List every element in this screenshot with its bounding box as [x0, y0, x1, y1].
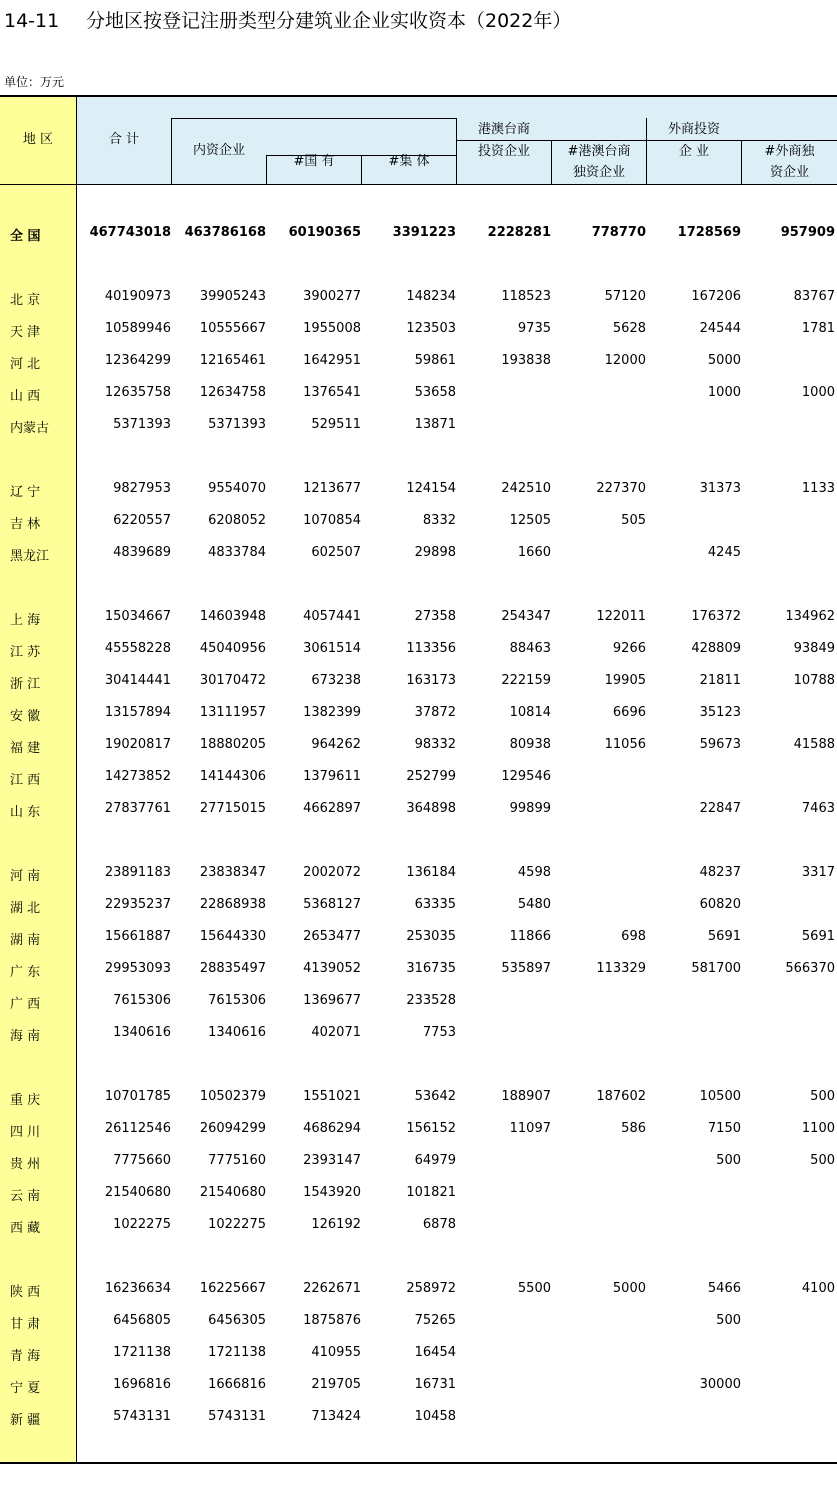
table-row: [0, 1310, 837, 1332]
cell-total: 467743018: [89, 225, 171, 240]
cell-foreign: 21811: [699, 673, 741, 688]
cell-state: 1379611: [303, 769, 361, 784]
cell-domestic: 15644330: [199, 929, 266, 944]
region-name: 湖 北: [10, 901, 41, 916]
cell-foreign: 1728569: [677, 225, 741, 240]
cell-foreign-sole: 83767: [793, 289, 835, 304]
cell-foreign: 500: [716, 1153, 741, 1168]
region-name: 湖 南: [10, 933, 41, 948]
cell-state: 4139052: [303, 961, 361, 976]
table-row: [0, 542, 837, 564]
cell-collective: 148234: [406, 289, 456, 304]
cell-total: 12635758: [104, 385, 171, 400]
region-name: 青 海: [10, 1349, 41, 1364]
cell-total: 45558228: [104, 641, 171, 656]
cell-hmt-sole: 5000: [612, 1281, 646, 1296]
cell-total: 13157894: [104, 705, 171, 720]
region-name: 浙 江: [10, 677, 41, 692]
cell-state: 1955008: [303, 321, 361, 336]
cell-collective: 101821: [406, 1185, 456, 1200]
region-name: 宁 夏: [10, 1381, 41, 1396]
cell-foreign: 30000: [699, 1377, 741, 1392]
cell-foreign: 428809: [691, 641, 741, 656]
header-foreign-line2: 企 业: [678, 144, 710, 159]
cell-foreign: 22847: [699, 801, 741, 816]
region-name: 广 东: [10, 965, 41, 980]
cell-hmt: 99899: [509, 801, 551, 816]
cell-hmt: 242510: [501, 481, 551, 496]
region-name: 内蒙古: [10, 421, 50, 436]
cell-hmt: 80938: [509, 737, 551, 752]
cell-collective: 13871: [414, 417, 456, 432]
cell-foreign-sole: 3317: [801, 865, 835, 880]
cell-foreign: 5000: [707, 353, 741, 368]
table-number: 14-11: [4, 10, 60, 32]
header-hmt-line1: 港澳台商: [477, 122, 530, 137]
cell-collective: 37872: [414, 705, 456, 720]
cell-total: 29953093: [104, 961, 171, 976]
cell-total: 16236634: [104, 1281, 171, 1296]
cell-foreign: 176372: [691, 609, 741, 624]
cell-foreign-sole: 4100: [801, 1281, 835, 1296]
cell-hmt: 1660: [517, 545, 551, 560]
table-row: [0, 1182, 837, 1204]
cell-foreign: 4245: [707, 545, 741, 560]
cell-foreign: 35123: [699, 705, 741, 720]
header-foreign-line1: 外商投资: [667, 122, 720, 137]
cell-collective: 10458: [414, 1409, 456, 1424]
cell-foreign-sole: 134962: [785, 609, 835, 624]
table-row: [0, 606, 837, 628]
cell-hmt: 4598: [517, 865, 551, 880]
table-row: [0, 1150, 837, 1172]
region-name: 山 西: [10, 389, 41, 404]
cell-state: 2653477: [303, 929, 361, 944]
cell-foreign-sole: 1000: [801, 385, 835, 400]
header-total: 合 计: [108, 132, 140, 147]
cell-domestic: 7615306: [208, 993, 266, 1008]
cell-total: 6456805: [113, 1313, 171, 1328]
cell-domestic: 12634758: [199, 385, 266, 400]
region-name: 江 苏: [10, 645, 41, 660]
cell-state: 673238: [311, 673, 361, 688]
cell-foreign: 5691: [707, 929, 741, 944]
cell-hmt-sole: 505: [621, 513, 646, 528]
unit-label: 单位：万元: [4, 75, 65, 89]
cell-domestic: 18880205: [199, 737, 266, 752]
cell-collective: 163173: [406, 673, 456, 688]
cell-total: 7615306: [113, 993, 171, 1008]
region-name: 全 国: [10, 229, 41, 244]
table-row: [0, 350, 837, 372]
region-name: 辽 宁: [10, 485, 41, 500]
table-row: [0, 1374, 837, 1396]
cell-state: 3900277: [303, 289, 361, 304]
cell-domestic: 1022275: [208, 1217, 266, 1232]
table-row: [0, 734, 837, 756]
cell-total: 30414441: [104, 673, 171, 688]
cell-domestic: 23838347: [199, 865, 266, 880]
cell-hmt: 11097: [509, 1121, 551, 1136]
cell-state: 2002072: [303, 865, 361, 880]
cell-total: 1696816: [113, 1377, 171, 1392]
cell-foreign-sole: 7463: [801, 801, 835, 816]
table-row: [0, 414, 837, 436]
cell-hmt: 12505: [509, 513, 551, 528]
cell-foreign-sole: 500: [810, 1089, 835, 1104]
cell-state: 1213677: [303, 481, 361, 496]
cell-state: 3061514: [303, 641, 361, 656]
cell-state: 1642951: [303, 353, 361, 368]
cell-total: 27837761: [104, 801, 171, 816]
cell-collective: 258972: [406, 1281, 456, 1296]
cell-hmt-sole: 187602: [596, 1089, 646, 1104]
cell-domestic: 1340616: [208, 1025, 266, 1040]
cell-total: 1022275: [113, 1217, 171, 1232]
cell-domestic: 1666816: [208, 1377, 266, 1392]
cell-hmt-sole: 227370: [596, 481, 646, 496]
table-row: [0, 1342, 837, 1364]
cell-foreign: 500: [716, 1313, 741, 1328]
header-foreign-sole-line1: #外商独: [764, 144, 815, 159]
table-row: [0, 1278, 837, 1300]
region-name: 上 海: [10, 613, 41, 628]
header-hmt-sole-line2: 独资企业: [572, 165, 625, 180]
cell-collective: 75265: [414, 1313, 456, 1328]
cell-collective: 64979: [414, 1153, 456, 1168]
cell-hmt-sole: 9266: [612, 641, 646, 656]
page-title: [4, 6, 571, 33]
cell-hmt-sole: 6696: [612, 705, 646, 720]
cell-foreign: 59673: [699, 737, 741, 752]
cell-domestic: 14144306: [199, 769, 266, 784]
cell-hmt: 11866: [509, 929, 551, 944]
region-name: 贵 州: [10, 1157, 41, 1172]
region-name: 安 徽: [10, 709, 41, 724]
cell-state: 1376541: [303, 385, 361, 400]
cell-foreign-sole: 1133: [801, 481, 835, 496]
cell-collective: 6878: [422, 1217, 456, 1232]
cell-state: 410955: [311, 1345, 361, 1360]
cell-state: 1382399: [303, 705, 361, 720]
cell-collective: 364898: [406, 801, 456, 816]
region-name: 北 京: [10, 293, 41, 308]
table-row: [0, 478, 837, 500]
cell-domestic: 14603948: [199, 609, 266, 624]
cell-collective: 59861: [414, 353, 456, 368]
cell-foreign: 31373: [699, 481, 741, 496]
cell-state: 1875876: [303, 1313, 361, 1328]
table-row: [0, 990, 837, 1012]
cell-domestic: 10555667: [199, 321, 266, 336]
cell-state: 60190365: [288, 225, 361, 240]
cell-state: 4057441: [303, 609, 361, 624]
cell-collective: 53642: [414, 1089, 456, 1104]
header-bottom-rule: [0, 184, 837, 185]
cell-domestic: 7775160: [208, 1153, 266, 1168]
cell-collective: 98332: [414, 737, 456, 752]
cell-hmt-sole: 122011: [596, 609, 646, 624]
cell-total: 19020817: [104, 737, 171, 752]
header-hmt-line2: 投资企业: [477, 144, 530, 159]
cell-total: 5743131: [113, 1409, 171, 1424]
region-name: 新 疆: [10, 1413, 41, 1428]
cell-hmt: 9735: [517, 321, 551, 336]
cell-state: 1543920: [303, 1185, 361, 1200]
cell-hmt: 2228281: [487, 225, 551, 240]
cell-collective: 316735: [406, 961, 456, 976]
cell-state: 4686294: [303, 1121, 361, 1136]
cell-state: 2262671: [303, 1281, 361, 1296]
cell-foreign: 167206: [691, 289, 741, 304]
cell-foreign-sole: 10788: [793, 673, 835, 688]
cell-collective: 63335: [414, 897, 456, 912]
cell-state: 964262: [311, 737, 361, 752]
region-name: 山 东: [10, 805, 41, 820]
cell-foreign-sole: 5691: [801, 929, 835, 944]
region-name: 重 庆: [10, 1093, 41, 1108]
cell-hmt: 118523: [501, 289, 551, 304]
header-state: #国 有: [293, 154, 335, 169]
cell-state: 219705: [311, 1377, 361, 1392]
table-row: [0, 670, 837, 692]
cell-state: 126192: [311, 1217, 361, 1232]
cell-domestic: 39905243: [199, 289, 266, 304]
cell-state: 1369677: [303, 993, 361, 1008]
cell-total: 15034667: [104, 609, 171, 624]
cell-domestic: 21540680: [199, 1185, 266, 1200]
cell-state: 602507: [311, 545, 361, 560]
table-row: [0, 862, 837, 884]
cell-hmt-sole: 11056: [604, 737, 646, 752]
cell-total: 14273852: [104, 769, 171, 784]
cell-total: 1721138: [113, 1345, 171, 1360]
cell-state: 402071: [311, 1025, 361, 1040]
cell-foreign: 581700: [691, 961, 741, 976]
cell-hmt: 10814: [509, 705, 551, 720]
cell-total: 10701785: [104, 1089, 171, 1104]
region-name: 四 川: [10, 1125, 41, 1140]
cell-domestic: 45040956: [199, 641, 266, 656]
cell-total: 26112546: [104, 1121, 171, 1136]
cell-domestic: 22868938: [199, 897, 266, 912]
cell-hmt-sole: 12000: [604, 353, 646, 368]
table-row: [0, 894, 837, 916]
cell-total: 4839689: [113, 545, 171, 560]
cell-foreign-sole: 93849: [793, 641, 835, 656]
table-row: [0, 318, 837, 340]
header-foreign-sole-line2: 资企业: [769, 165, 809, 180]
cell-foreign-sole: 500: [810, 1153, 835, 1168]
cell-domestic: 4833784: [208, 545, 266, 560]
table-title: 分地区按登记注册类型分建筑业企业实收资本（2022年）: [86, 10, 572, 32]
region-name: 黑龙江: [10, 549, 50, 564]
cell-foreign-sole: 566370: [785, 961, 835, 976]
cell-foreign: 5466: [707, 1281, 741, 1296]
region-name: 陕 西: [10, 1285, 41, 1300]
table-row: [0, 766, 837, 788]
cell-foreign-sole: 1100: [801, 1121, 835, 1136]
cell-hmt-sole: 57120: [604, 289, 646, 304]
cell-collective: 124154: [406, 481, 456, 496]
header-region: 地 区: [22, 132, 54, 147]
cell-domestic: 27715015: [199, 801, 266, 816]
cell-hmt: 5500: [517, 1281, 551, 1296]
region-name: 广 西: [10, 997, 41, 1012]
cell-total: 1340616: [113, 1025, 171, 1040]
cell-collective: 252799: [406, 769, 456, 784]
cell-domestic: 28835497: [199, 961, 266, 976]
table-row: [0, 638, 837, 660]
cell-total: 7775660: [113, 1153, 171, 1168]
cell-collective: 29898: [414, 545, 456, 560]
cell-collective: 233528: [406, 993, 456, 1008]
table-row: [0, 1214, 837, 1236]
cell-hmt: 5480: [517, 897, 551, 912]
cell-state: 1551021: [303, 1089, 361, 1104]
cell-total: 9827953: [113, 481, 171, 496]
cell-hmt-sole: 698: [621, 929, 646, 944]
table-row: [0, 1086, 837, 1108]
table-row: [0, 510, 837, 532]
cell-domestic: 13111957: [199, 705, 266, 720]
cell-collective: 16731: [414, 1377, 456, 1392]
cell-collective: 8332: [422, 513, 456, 528]
table-row-national: [0, 222, 837, 244]
cell-collective: 123503: [406, 321, 456, 336]
cell-hmt-sole: 778770: [591, 225, 646, 240]
cell-state: 529511: [311, 417, 361, 432]
region-name: 甘 肃: [10, 1317, 41, 1332]
top-rule: [0, 95, 837, 97]
header-hmt-sole-line1: #港澳台商: [567, 144, 631, 159]
cell-collective: 3391223: [392, 225, 456, 240]
table-row: [0, 1118, 837, 1140]
cell-total: 10589946: [104, 321, 171, 336]
cell-total: 40190973: [104, 289, 171, 304]
cell-collective: 16454: [414, 1345, 456, 1360]
region-name: 江 西: [10, 773, 41, 788]
cell-collective: 7753: [422, 1025, 456, 1040]
header-sub-rule-hmt: [457, 140, 837, 141]
cell-hmt-sole: 5628: [612, 321, 646, 336]
region-name: 西 藏: [10, 1221, 41, 1236]
cell-hmt: 222159: [501, 673, 551, 688]
table-row: [0, 702, 837, 724]
cell-foreign-sole: 957909: [780, 225, 835, 240]
cell-domestic: 6208052: [208, 513, 266, 528]
cell-total: 22935237: [104, 897, 171, 912]
cell-collective: 253035: [406, 929, 456, 944]
region-name: 福 建: [10, 741, 41, 756]
cell-hmt-sole: 19905: [604, 673, 646, 688]
cell-total: 21540680: [104, 1185, 171, 1200]
header-sub-rule-domestic: [171, 118, 457, 119]
header-domestic: 内资企业: [192, 143, 245, 158]
cell-domestic: 463786168: [184, 225, 266, 240]
table-row: [0, 1022, 837, 1044]
table-row: [0, 958, 837, 980]
cell-domestic: 1721138: [208, 1345, 266, 1360]
cell-hmt: 254347: [501, 609, 551, 624]
cell-total: 6220557: [113, 513, 171, 528]
cell-collective: 136184: [406, 865, 456, 880]
cell-hmt: 535897: [501, 961, 551, 976]
cell-hmt: 193838: [501, 353, 551, 368]
cell-state: 713424: [311, 1409, 361, 1424]
cell-foreign-sole: 41588: [793, 737, 835, 752]
cell-domestic: 9554070: [208, 481, 266, 496]
cell-collective: 113356: [406, 641, 456, 656]
region-name: 河 北: [10, 357, 41, 372]
region-name: 天 津: [10, 325, 41, 340]
cell-foreign: 60820: [699, 897, 741, 912]
cell-domestic: 30170472: [199, 673, 266, 688]
cell-state: 1070854: [303, 513, 361, 528]
cell-collective: 27358: [414, 609, 456, 624]
table-row: [0, 926, 837, 948]
cell-collective: 156152: [406, 1121, 456, 1136]
cell-domestic: 5371393: [208, 417, 266, 432]
cell-total: 5371393: [113, 417, 171, 432]
header-collective: #集 体: [388, 154, 430, 169]
region-name: 海 南: [10, 1029, 41, 1044]
cell-total: 23891183: [104, 865, 171, 880]
cell-domestic: 16225667: [199, 1281, 266, 1296]
table-row: [0, 382, 837, 404]
table-row: [0, 798, 837, 820]
cell-domestic: 10502379: [199, 1089, 266, 1104]
cell-hmt: 88463: [509, 641, 551, 656]
cell-domestic: 6456305: [208, 1313, 266, 1328]
cell-state: 5368127: [303, 897, 361, 912]
cell-foreign-sole: 1781: [801, 321, 835, 336]
cell-hmt: 129546: [501, 769, 551, 784]
cell-state: 2393147: [303, 1153, 361, 1168]
bottom-rule: [0, 1462, 837, 1464]
cell-foreign: 7150: [707, 1121, 741, 1136]
cell-total: 15661887: [104, 929, 171, 944]
cell-state: 4662897: [303, 801, 361, 816]
cell-hmt-sole: 586: [621, 1121, 646, 1136]
cell-domestic: 26094299: [199, 1121, 266, 1136]
cell-foreign: 24544: [699, 321, 741, 336]
cell-domestic: 5743131: [208, 1409, 266, 1424]
cell-collective: 53658: [414, 385, 456, 400]
cell-hmt-sole: 113329: [596, 961, 646, 976]
region-name: 河 南: [10, 869, 41, 884]
cell-domestic: 12165461: [199, 353, 266, 368]
cell-total: 12364299: [104, 353, 171, 368]
cell-foreign: 10500: [699, 1089, 741, 1104]
cell-hmt: 188907: [501, 1089, 551, 1104]
cell-foreign: 1000: [707, 385, 741, 400]
region-name: 云 南: [10, 1189, 41, 1204]
cell-foreign: 48237: [699, 865, 741, 880]
region-name: 吉 林: [10, 517, 41, 532]
table-row: [0, 286, 837, 308]
table-row: [0, 1406, 837, 1428]
